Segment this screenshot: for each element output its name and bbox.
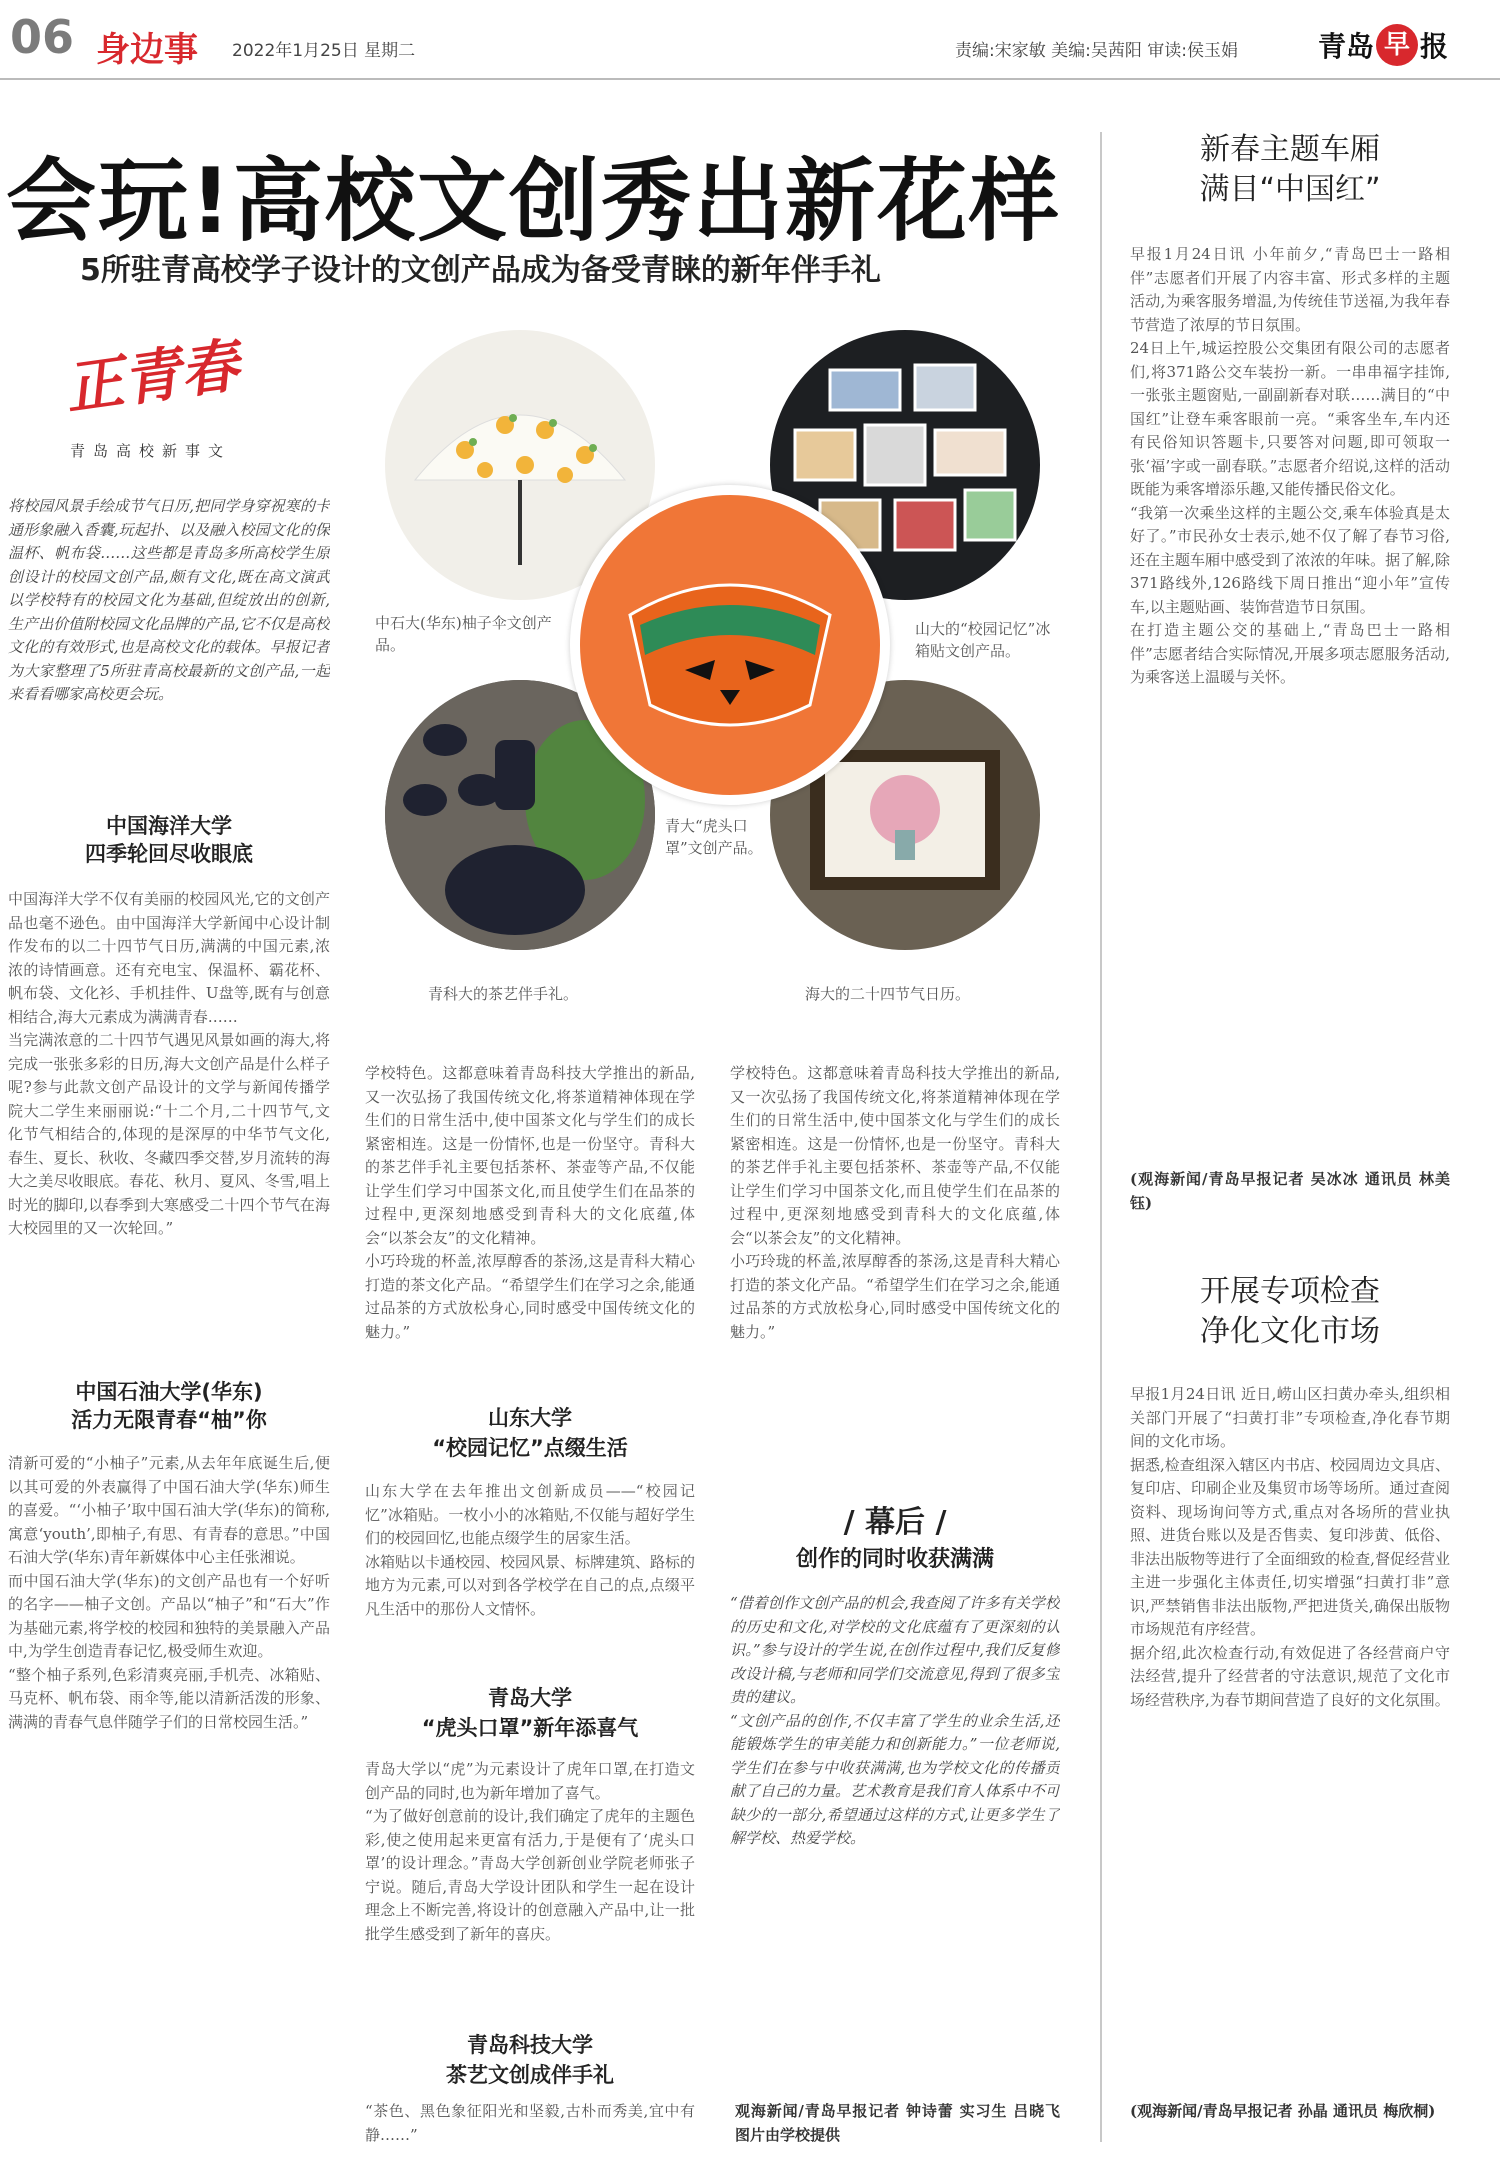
story1-title-line: 新春主题车厢 xyxy=(1200,132,1380,167)
page-number: 06 xyxy=(10,10,75,64)
behind-title: 创作的同时收获满满 xyxy=(795,1547,994,1572)
caption-calendar: 海大的二十四节气日历。 xyxy=(805,985,971,1003)
section-title-qust xyxy=(365,2030,695,2090)
behind-byline: 观海新闻/青岛早报记者 钟诗蕾 实习生 吕晓飞 图片由学校提供 xyxy=(735,2102,1060,2144)
logo-emblem: 早 xyxy=(1376,24,1418,66)
story2-title-line: 净化文化市场 xyxy=(1200,1314,1380,1349)
story1-title-line: 满目“中国红” xyxy=(1199,172,1381,207)
subheadline: 5所驻青高校学子设计的文创产品成为备受青睐的新年伴手礼 xyxy=(80,253,881,288)
headline: 会玩!高校文创秀出新花样 xyxy=(6,149,1062,254)
section-name: 身边事 xyxy=(96,30,198,70)
column-logo: 正青春 xyxy=(60,331,243,423)
section-title-ouc xyxy=(8,812,330,868)
story1-byline: (观海新闻/青岛早报记者 吴冰冰 通讯员 林美钰) xyxy=(1130,1170,1450,1212)
editor-credits: 责编:宋家敏 美编:吴茜阳 审读:侯玉娟 xyxy=(955,41,1238,61)
story2-title xyxy=(1120,1272,1460,1352)
section-title-line: 中国石油大学(华东) xyxy=(75,1380,263,1404)
section-title-line: 茶艺文创成伴手礼 xyxy=(446,2063,614,2087)
col3-continuation: 学校特色。这都意味着青岛科技大学推出的新品,又一次弘扬了我国传统文化,将茶道精神体现在学生们的日常生活中,使中国茶文化与学生们的成长紧密相连。这是一份情怀,也是一份坚守。青科大的茶艺伴手礼主要包括茶杯、茶壶等产品,不仅能让学生们学习中国茶文化,而且使学生们在品茶的过程中,更深刻地感受到青科大的文化底蕴,体会“以茶会友”的文化精神。 小巧玲珑的杯盖,浓厚醇香的茶汤,这是青科大精心打造的茶文化产品。“希望学生们在学习之余,能通过品茶的方式放松身心,同时感受中国传统文化的魅力。” xyxy=(730,1064,1060,1341)
section-title-line: 四季轮回尽收眼底 xyxy=(85,842,253,866)
story1-body: 早报1月24日讯 小年前夕,“青岛巴士一路相伴”志愿者们开展了内容丰富、形式多样的主题活动,为乘客服务增温,为传统佳节送福,为我年春节营造了浓厚的节日氛围。 24日上午,城运控股公交集团有限公司的志愿者们,将371路公交车装扮一新。一串串福字挂饰,一张张主题窗贴,一副副新春对联……满目的“中国红”让登车乘客眼前一亮。“乘客坐车,车内还有民俗知识答题卡,只要答对问题,即可领取一张‘福’字或一副春联。”志愿者介绍说,这样的活动既能为乘客增添乐趣,又能传播民俗文化。 “我第一次乘坐这样的主题公交,乘车体验真是太好了。”市民孙女士表示,她不仅了解了春节习俗,还在主题车厢中感受到了浓浓的年味。据了解,除371路线外,126路线下周日推出“迎小年”宣传车,以主题贴画、装饰营造节日氛围。 在打造主题公交的基础上,“青岛巴士一路相伴”志愿者结合实际情况,开展多项志愿服务活动,为乘客送上温暖与关怀。 xyxy=(1130,245,1450,686)
section-body-sdu: 山东大学在去年推出文创新成员——“校园记忆”冰箱贴。一枚小小的冰箱贴,不仅能与超好学生们的校园回忆,也能点缀学生的居家生活。 冰箱贴以卡通校园、校园风景、标牌建筑、路标的地方为元素,可以对到各学校学在自己的点,点缀平凡生活中的那份人文情怀。 xyxy=(365,1482,695,1618)
story2-byline: (观海新闻/青岛早报记者 孙晶 通讯员 梅欣桐) xyxy=(1130,2102,1436,2120)
section-body-ouc: 中国海洋大学不仅有美丽的校园风光,它的文创产品也毫不逊色。由中国海洋大学新闻中心设计制作发布的以二十四节气日历,满满的中国元素,浓浓的诗情画意。还有充电宝、保温杯、霸花杯、帆布袋、文化衫、手机挂件、U盘等,既有与创意相结合,海大元素成为满满青春…… 当完满浓意的二十四节气遇见风景如画的海大,将完成一张张多彩的日历,海大文创产品是什么样子呢?参与此款文创产品设计的文学与新闻传播学院大二学生来丽丽说:“十二个月,二十四节气,文化节气相结合的,体现的是深厚的中华节气文化,春生、夏长、秋收、冬藏四季交替,岁月流转的海大之美尽收眼底。春花、秋月、夏风、冬雪,唱上时光的脚印,以春季到大寒感受二十四个节气在海大校园里的又一次轮回。” xyxy=(8,890,330,1237)
section-body-qust: “茶色、黑色象征阳光和坚毅,古朴而秀美,宜中有静……” xyxy=(365,2102,695,2144)
newspaper-logo xyxy=(1318,24,1448,66)
caption-magnets: 山大的“校园记忆”冰箱贴文创产品。 xyxy=(915,620,1051,660)
caption-umbrella: 中石大(华东)柚子伞文创产品。 xyxy=(375,614,552,654)
section-title-upc xyxy=(8,1378,330,1434)
section-title-line: “校园记忆”点缀生活 xyxy=(432,1436,628,1460)
section-title-line: 活力无限青春“柚”你 xyxy=(71,1408,267,1432)
caption-tea: 青科大的茶艺伴手礼。 xyxy=(428,985,579,1003)
section-title-line: 青岛科技大学 xyxy=(467,2033,593,2057)
section-title-line: 山东大学 xyxy=(488,1406,572,1430)
section-body-upc: 清新可爱的“小柚子”元素,从去年年底诞生后,便以其可爱的外表赢得了中国石油大学(华东)师生的喜爱。“‘小柚子’取中国石油大学(华东)的简称,寓意‘youth’,即柚子,有思、有青春的意思。”中国石油大学(华东)青年新媒体中心主任张湘说。 而中国石油大学(华东)的文创产品也有一个好听的名字——柚子文创。产品以“柚子”和“石大”作为基础元素,将学校的校园和独特的美景融入产品中,为学生创造青春记忆,极受师生欢迎。 “整个柚子系列,色彩清爽亮丽,手机壳、冰箱贴、马克杯、帆布袋、雨伞等,能以清新活泼的形象、满满的青春气息伴随学子们的日常校园生活。” xyxy=(8,1454,330,1731)
article-intro: 将校园风景手绘成节气日历,把同学身穿祝寒的卡通形象融入香囊,玩起扑、以及融入校园文化的保温杯、帆布袋……这些都是青岛多所高校学生原创设计的校园文创产品,颇有文化,既在高文演武以学校特有的校园文化为基础,但绽放出的创新,生产出价值附校园文化品牌的产品,它不仅是高校文化的有效形式,也是高校文化的载体。早报记者为大家整理了5所驻青高校最新的文创产品,一起来看看哪家高校更会玩。 xyxy=(8,497,330,703)
section-title-line: “虎头口罩”新年添喜气 xyxy=(421,1716,639,1740)
story1-title xyxy=(1120,130,1460,210)
caption-mask: 青大“虎头口罩”文创产品。 xyxy=(665,817,763,857)
story2-body: 早报1月24日讯 近日,崂山区扫黄办牵头,组织相关部门开展了“扫黄打非”专项检查,净化春节期间的文化市场。 据悉,检查组深入辖区内书店、校园周边文具店、复印店、印刷企业及集贸市场等场所。通过查阅资料、现场询问等方式,重点对各场所的营业执照、进货台账以及是否售卖、复印涉黄、低俗、非法出版物等进行了全面细致的检查,督促经营业主进一步强化主体责任,切实增强“扫黄打非”意识,严禁销售非法出版物,严把进货关,确保出版物市场规范有序经营。 据介绍,此次检查行动,有效促进了各经营商户守法经营,提升了经营者的守法意识,规范了文化市场经营秩序,为春节期间营造了良好的文化氛围。 xyxy=(1130,1385,1450,1709)
behind-body: “借着创作文创产品的机会,我查阅了许多有关学校的历史和文化,对学校的文化底蕴有了更深刻的认识。”参与设计的学生说,在创作过程中,我们反复修改设计稿,与老师和同学们交流意见,得到了很多宝贵的建议。 “文创产品的创作,不仅丰富了学生的业余生活,还能锻炼学生的审美能力和创新能力。”一位老师说,学生们在参与中收获满满,也为学校文化的传播贡献了自己的力量。艺术教育是我们育人体系中不可缺少的一部分,希望通过这样的方式,让更多学生了解学校、热爱学校。 xyxy=(730,1594,1060,1847)
issue-date: 2022年1月25日 星期二 xyxy=(232,41,416,61)
section-title-line: 中国海洋大学 xyxy=(106,814,232,838)
column-logo-subtitle: 青岛高校新事文 xyxy=(70,442,232,460)
behind-kicker: / 幕后 / xyxy=(843,1505,947,1540)
logo-text-left: 青岛 xyxy=(1318,30,1375,63)
page-header xyxy=(0,0,1500,80)
logo-text-right: 报 xyxy=(1420,30,1449,63)
column-divider xyxy=(1100,132,1102,2142)
section-title-line: 青岛大学 xyxy=(488,1686,572,1710)
section-body-qdu: 青岛大学以“虎”为元素设计了虎年口罩,在打造文创产品的同时,也为新年增加了喜气。 “为了做好创意前的设计,我们确定了虎年的主题色彩,使之使用起来更富有活力,于是便有了‘虎头口罩’的设计理念。”青岛大学创新创业学院老师张子宁说。随后,青岛大学设计团队和学生一起在设计理念上不断完善,将设计的创意融入产品中,让一批批学生感受到了新年的喜庆。 xyxy=(365,1760,695,1943)
story2-title-line: 开展专项检查 xyxy=(1200,1274,1380,1309)
tiger-mask-photo xyxy=(570,485,890,805)
section-title-sdu xyxy=(365,1403,695,1463)
section-title-qdu xyxy=(365,1683,695,1743)
col2-continuation: 学校特色。这都意味着青岛科技大学推出的新品,又一次弘扬了我国传统文化,将茶道精神体现在学生们的日常生活中,使中国茶文化与学生们的成长紧密相连。这是一份情怀,也是一份坚守。青科大的茶艺伴手礼主要包括茶杯、茶壶等产品,不仅能让学生们学习中国茶文化,而且使学生们在品茶的过程中,更深刻地感受到青科大的文化底蕴,体会“以茶会友”的文化精神。 小巧玲珑的杯盖,浓厚醇香的茶汤,这是青科大精心打造的茶文化产品。“希望学生们在学习之余,能通过品茶的方式放松身心,同时感受中国传统文化的魅力。” xyxy=(365,1064,695,1341)
